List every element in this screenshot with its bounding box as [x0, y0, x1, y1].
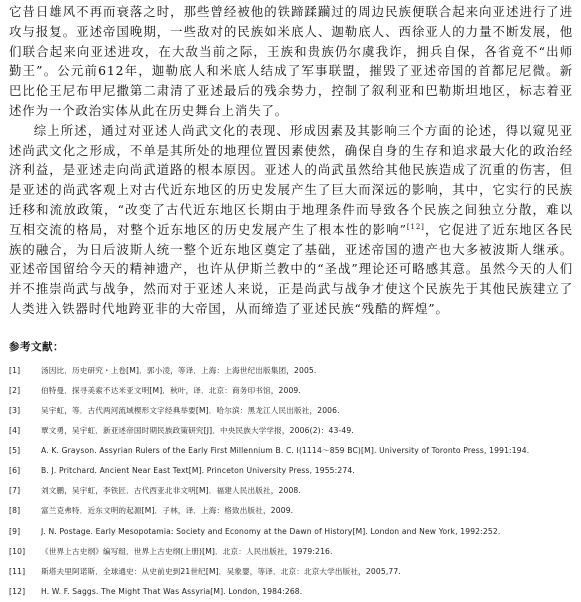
reference-item [9, 522, 573, 542]
reference-number: [5] [9, 446, 21, 456]
reference-text: J. N. Postage. Early Mesopotamia: Society and Economy at the Dawn of History[M]. London and New York, 1992:252. [41, 526, 501, 536]
reference-number: [9] [9, 526, 21, 536]
reference-number: [4] [9, 426, 21, 436]
references-title: 参考文献： [9, 340, 64, 353]
reference-item [9, 501, 573, 521]
reference-text: B. J. Pritchard. Ancient Near East Text[M]. Princeton University Press, 1955:274. [41, 466, 355, 476]
paragraph-conclusion-text-b: ，它促进了近东地区各民族的融合，为日后波斯人统一整个近东地区奠定了基础，亚述帝国的遗产也大多被波斯人继承。亚述帝国留给今天的精神遗产，也许从伊斯兰教中的“圣战”理论还可略感其意。虽然今天的人们并不推崇尚武与战争，然而对于亚述人来说，正是尚武与战争才使这个民族先于其他民族建立了人类进入铁器时代地跨亚非的大帝国，从而缔造了亚述民族“残酷的辉煌”。 [9, 221, 573, 316]
reference-item [9, 381, 573, 401]
reference-item [9, 401, 573, 421]
reference-number: [11] [9, 566, 26, 576]
reference-item [9, 562, 573, 582]
reference-text: 富兰克弗特．近东文明的起源[M]．子林，译．上海：格致出版社，2009. [41, 506, 294, 516]
reference-item [9, 481, 573, 501]
reference-number: [1] [9, 365, 21, 375]
reference-item [9, 361, 573, 381]
reference-text: 刘文鹏，吴宇虹，李铁匠．古代西亚北非文明[M]．福建人民出版社，2008. [41, 486, 301, 496]
reference-item [9, 421, 573, 441]
reference-number: [10] [9, 546, 26, 556]
reference-number: [6] [9, 466, 21, 476]
reference-number: [7] [9, 486, 21, 496]
paragraph-conclusion [9, 121, 573, 319]
reference-text: 《世界上古史纲》编写组．世界上古史纲(上册)[M]．北京：人民出版社，1979:216. [41, 546, 333, 556]
reference-text: 吴宇虹，等．古代两河流域楔形文字经典举要[M]．哈尔滨：黑龙江人民出版社，2006. [41, 405, 340, 415]
reference-number: [3] [9, 405, 21, 415]
paragraph-continued: 它昔日雄风不再而衰落之时，那些曾经被他的铁蹄蹂躏过的周边民族便联合起来向亚述进行了进攻与报复。亚述帝国晚期，一些敌对的民族如米底人、迦勒底人、西徐亚人的力量不断发展，他们联合起来向亚述进攻，在大敌当前之际，王族和贵族仍尔虞我诈，拥兵自保，各省竟不“出师勤王”。公元前612年，迦勒底人和米底人结成了军事联盟，摧毁了亚述帝国的首都尼尼微。新巴比伦王尼布甲尼撒第二肃清了亚述最后的残余势力，控制了叙利亚和巴勒斯坦地区，标志着亚述作为一个政治实体从此在历史舞台上消失了。 [9, 4, 573, 118]
reference-text: H. W. F. Saggs. The Might That Was Assyria[M]. London, 1984:268. [41, 586, 303, 596]
reference-text: 伯特曼．探寻美索不达米亚文明[M]．秋叶，译．北京：商务印书馆，2009. [41, 385, 301, 395]
reference-text: 斯塔夫里阿诺斯．全球通史：从史前史到21世纪[M]．吴象婴，等译．北京：北京大学出版社，2005,77. [41, 566, 401, 576]
reference-item [9, 441, 573, 461]
reference-item [9, 461, 573, 481]
reference-item [9, 582, 573, 602]
reference-text: A. K. Grayson. Assyrian Rulers of the Early First Millennium B. C. I(1114～859 BC)[M]. University of Toronto Press, 1991:194. [41, 446, 530, 456]
reference-text: 汤因比．历史研究・上卷[M]．郭小凌，等译．上海：上海世纪出版集团，2005. [41, 365, 317, 375]
paragraph-conclusion-text-a: 综上所述，通过对亚述人尚武文化的表现、形成因素及其影响三个方面的论述，得以窥见亚述尚武文化之形成，不单是其所处的地理位置因素使然，确保自身的生存和追求最大化的政治经济利益，是亚述走向尚武道路的根本原因。亚述人的尚武虽然给其他民族造成了沉重的伤害，但是亚述的尚武客观上对古代近东地区的历史发展产生了巨大而深远的影响，其中，它实行的民族迁移和流放政策，“改变了古代近东地区长期由于地理条件而导致各个民族之间独立分散，难以互相交流的格局，对整个近东地区的历史发展产生了根本性的影响” [9, 122, 573, 237]
reference-number: [8] [9, 506, 21, 516]
reference-list [9, 361, 573, 602]
reference-number: [2] [9, 385, 21, 395]
article-body [9, 2, 573, 319]
reference-text: 覃文勇，吴宇虹．新亚述帝国时期民族政策研究[J]．中央民族大学学报，2006(2)：43-49. [41, 426, 354, 436]
reference-item [9, 542, 573, 562]
reference-number: [12] [9, 586, 26, 596]
footnote-mark: [12] [406, 222, 425, 231]
